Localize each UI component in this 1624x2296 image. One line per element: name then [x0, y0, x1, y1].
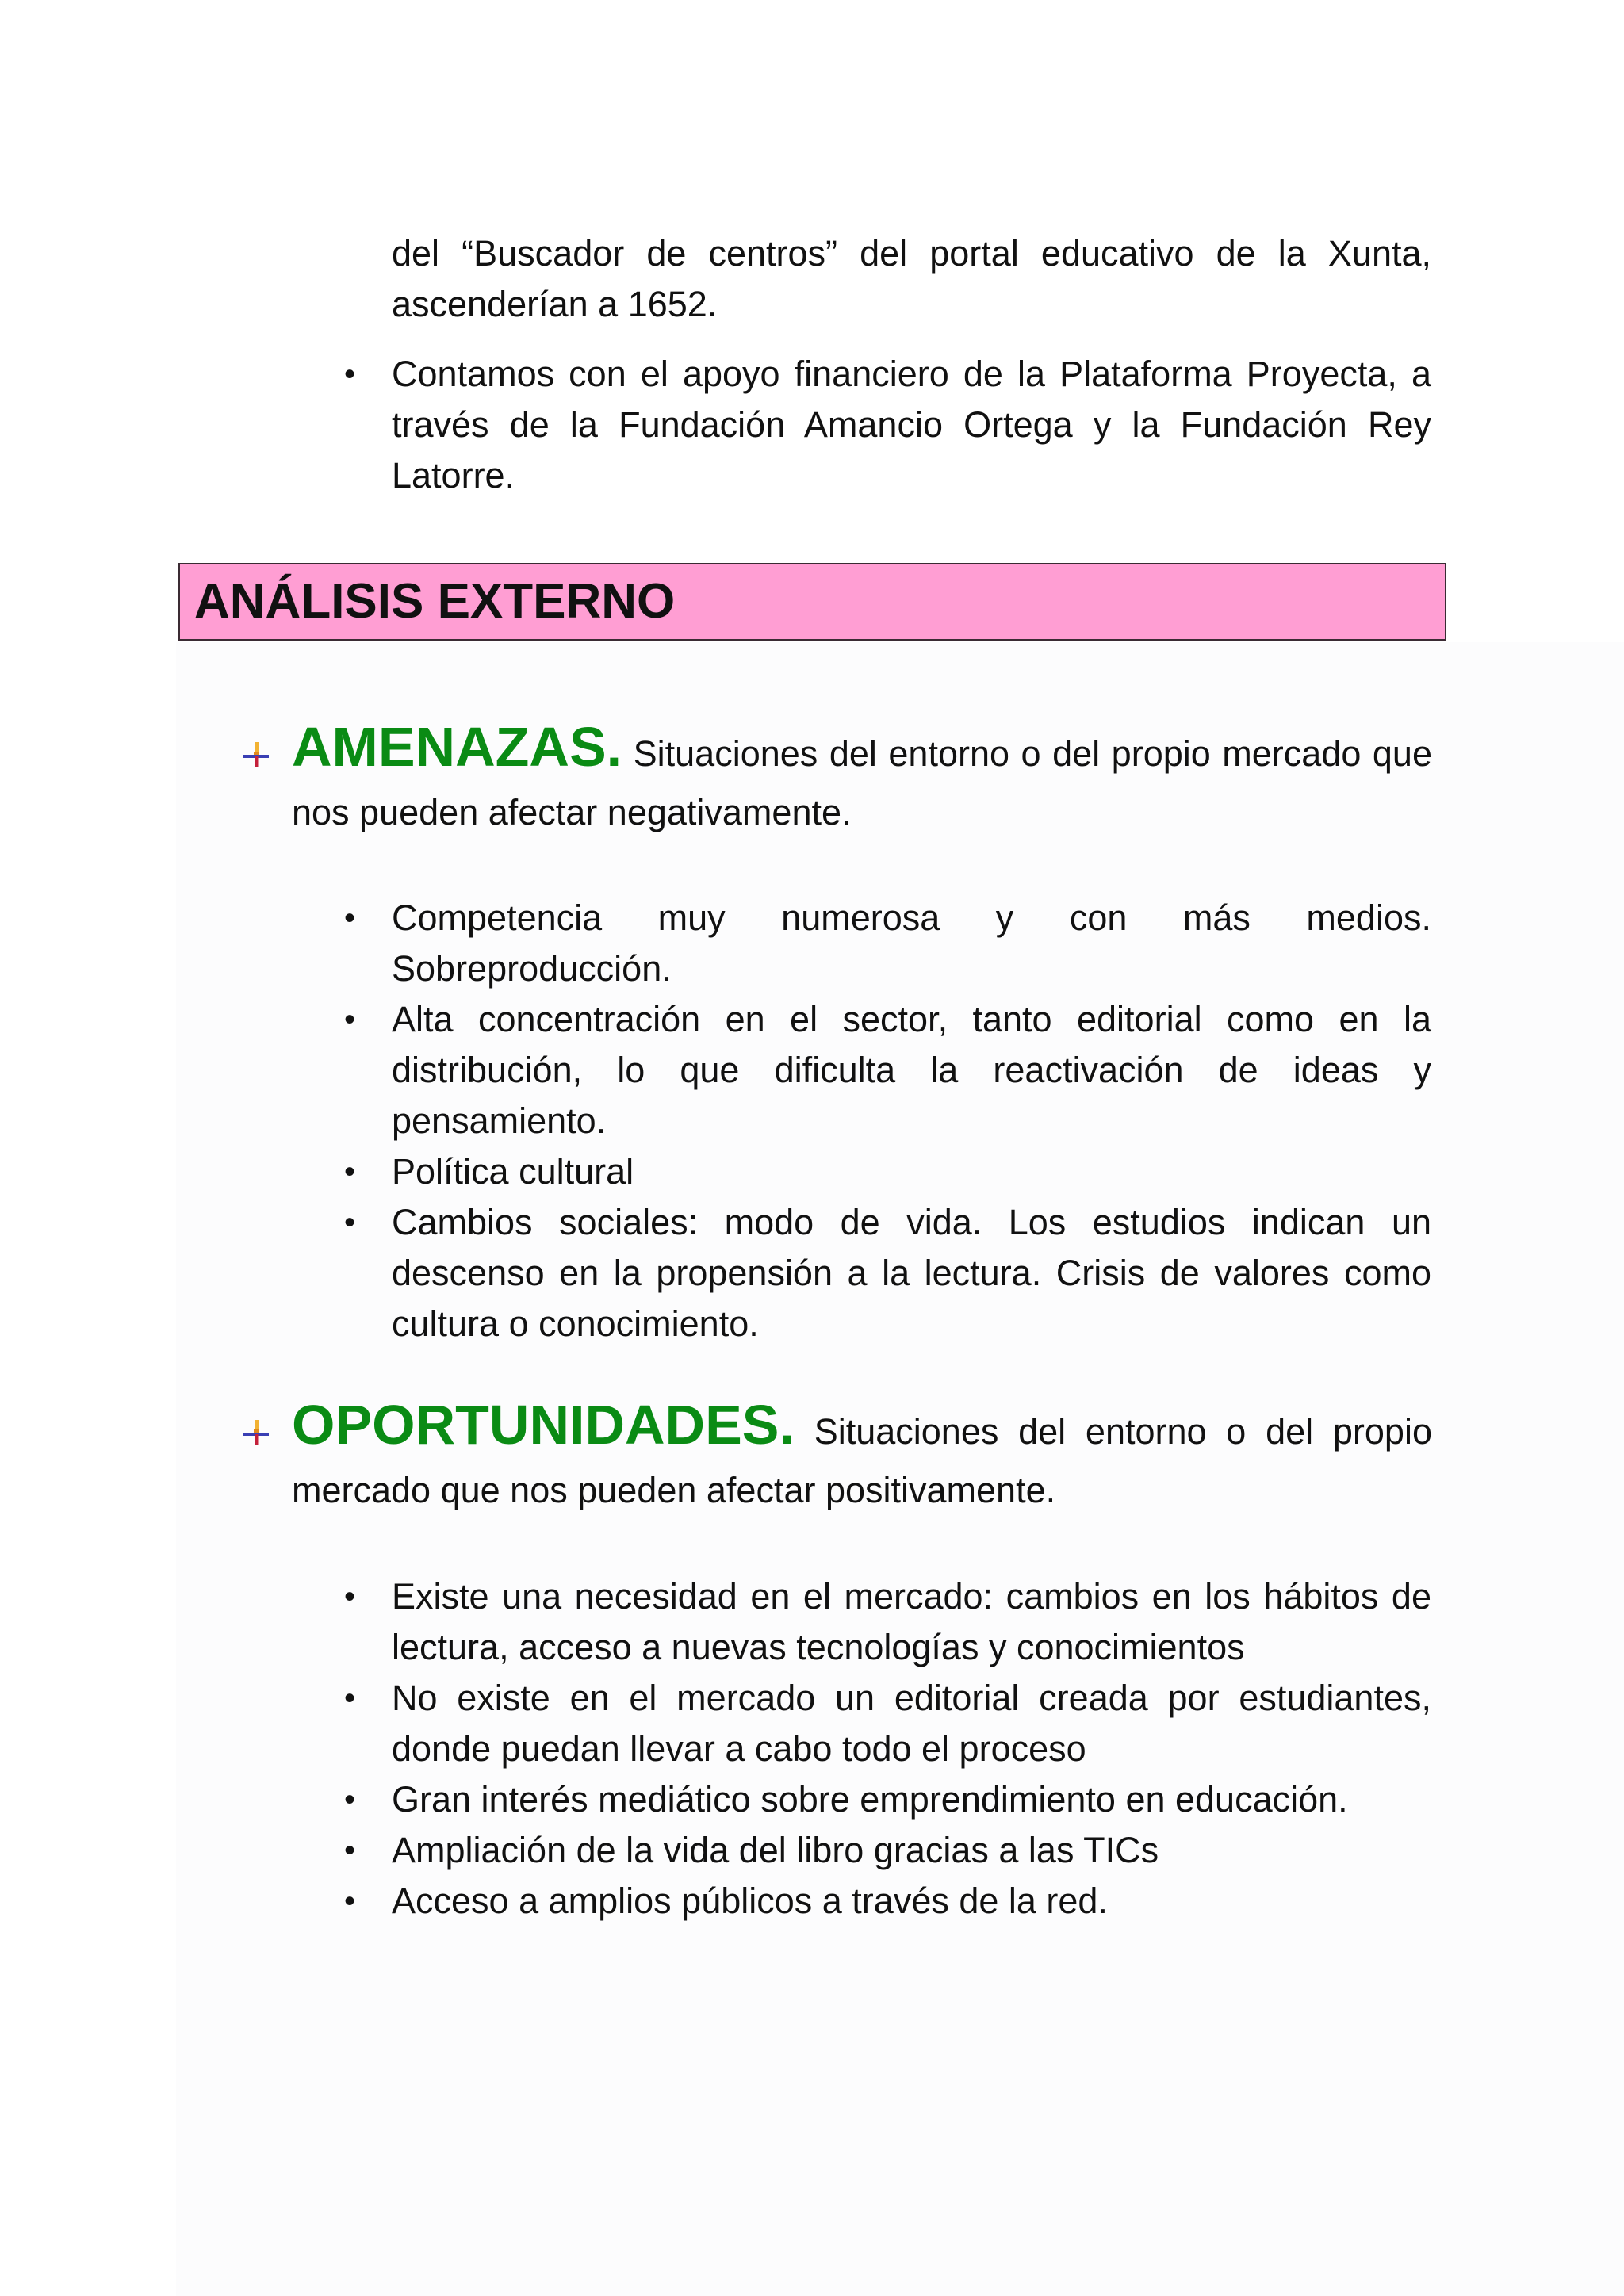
bullet-icon: • [344, 901, 356, 936]
list-item-text: Alta concentración en el sector, tanto editorial como en la distribución, lo que dificulta la reactivación de ideas y pensamiento. [392, 999, 1431, 1141]
oportunidades-description: Situaciones del entorno o del propio mercado que nos pueden afectar positivamente. [292, 1411, 1432, 1510]
list-item [333, 893, 1431, 994]
list-item [333, 1673, 1431, 1774]
bullet-icon: • [344, 1833, 356, 1868]
oportunidades-bullet-list [333, 1571, 1431, 1927]
list-item [333, 349, 1431, 501]
list-item [333, 1146, 1431, 1197]
bullet-icon: • [344, 1884, 356, 1919]
bullet-icon: • [344, 1002, 356, 1037]
list-item-text: Contamos con el apoyo financiero de la Plataforma Proyecta, a través de la Fundación Amancio Ortega y la Fundación Rey Latorre. [392, 354, 1431, 496]
bullet-icon: • [344, 357, 356, 392]
continuation-paragraph: del “Buscador de centros” del portal educativo de la Xunta, ascenderían a 1652. [392, 233, 1431, 324]
list-item-text: No existe en el mercado un editorial creada por estudiantes, donde puedan llevar a cabo todo el proceso [392, 1678, 1431, 1769]
list-item [333, 1876, 1431, 1927]
list-item [333, 1774, 1431, 1825]
oportunidades-paragraph [292, 1395, 1432, 1520]
list-item [333, 1197, 1431, 1349]
section-header-analisis-externo [178, 563, 1446, 641]
list-item-text: Acceso a amplios públicos a través de la red. [392, 1881, 1108, 1921]
list-item-text: Competencia muy numerosa y con más medios. Sobreproducción. [392, 897, 1431, 989]
top-bullet-list [333, 349, 1431, 501]
bullet-icon: • [344, 1205, 356, 1240]
oportunidades-heading: OPORTUNIDADES. [292, 1394, 795, 1456]
list-item-text: Ampliación de la vida del libro gracias a las TICs [392, 1830, 1159, 1870]
list-item [333, 1571, 1431, 1673]
bullet-icon: • [344, 1154, 356, 1189]
section-title: ANÁLISIS EXTERNO [194, 574, 676, 629]
list-item-text: Política cultural [392, 1151, 634, 1192]
list-item [333, 994, 1431, 1146]
push-pin-icon [243, 741, 270, 768]
bullet-icon: • [344, 1782, 356, 1817]
push-pin-icon [243, 1419, 270, 1446]
bullet-icon: • [344, 1681, 356, 1716]
amenazas-bullet-list [333, 893, 1431, 1349]
bullet-icon: • [344, 1579, 356, 1614]
list-item-text: Existe una necesidad en el mercado: cambios en los hábitos de lectura, acceso a nuevas tecnologías y conocimientos [392, 1576, 1431, 1667]
list-item-text: Gran interés mediático sobre emprendimiento en educación. [392, 1779, 1348, 1820]
amenazas-description: Situaciones del entorno o del propio mercado que nos pueden afectar negativamente. [292, 733, 1432, 832]
list-item-text: Cambios sociales: modo de vida. Los estudios indican un descenso en la propensión a la lectura. Crisis de valores como cultura o conocimiento. [392, 1202, 1431, 1344]
amenazas-heading: AMENAZAS. [292, 716, 622, 778]
amenazas-paragraph [292, 718, 1432, 842]
list-item [333, 1825, 1431, 1876]
